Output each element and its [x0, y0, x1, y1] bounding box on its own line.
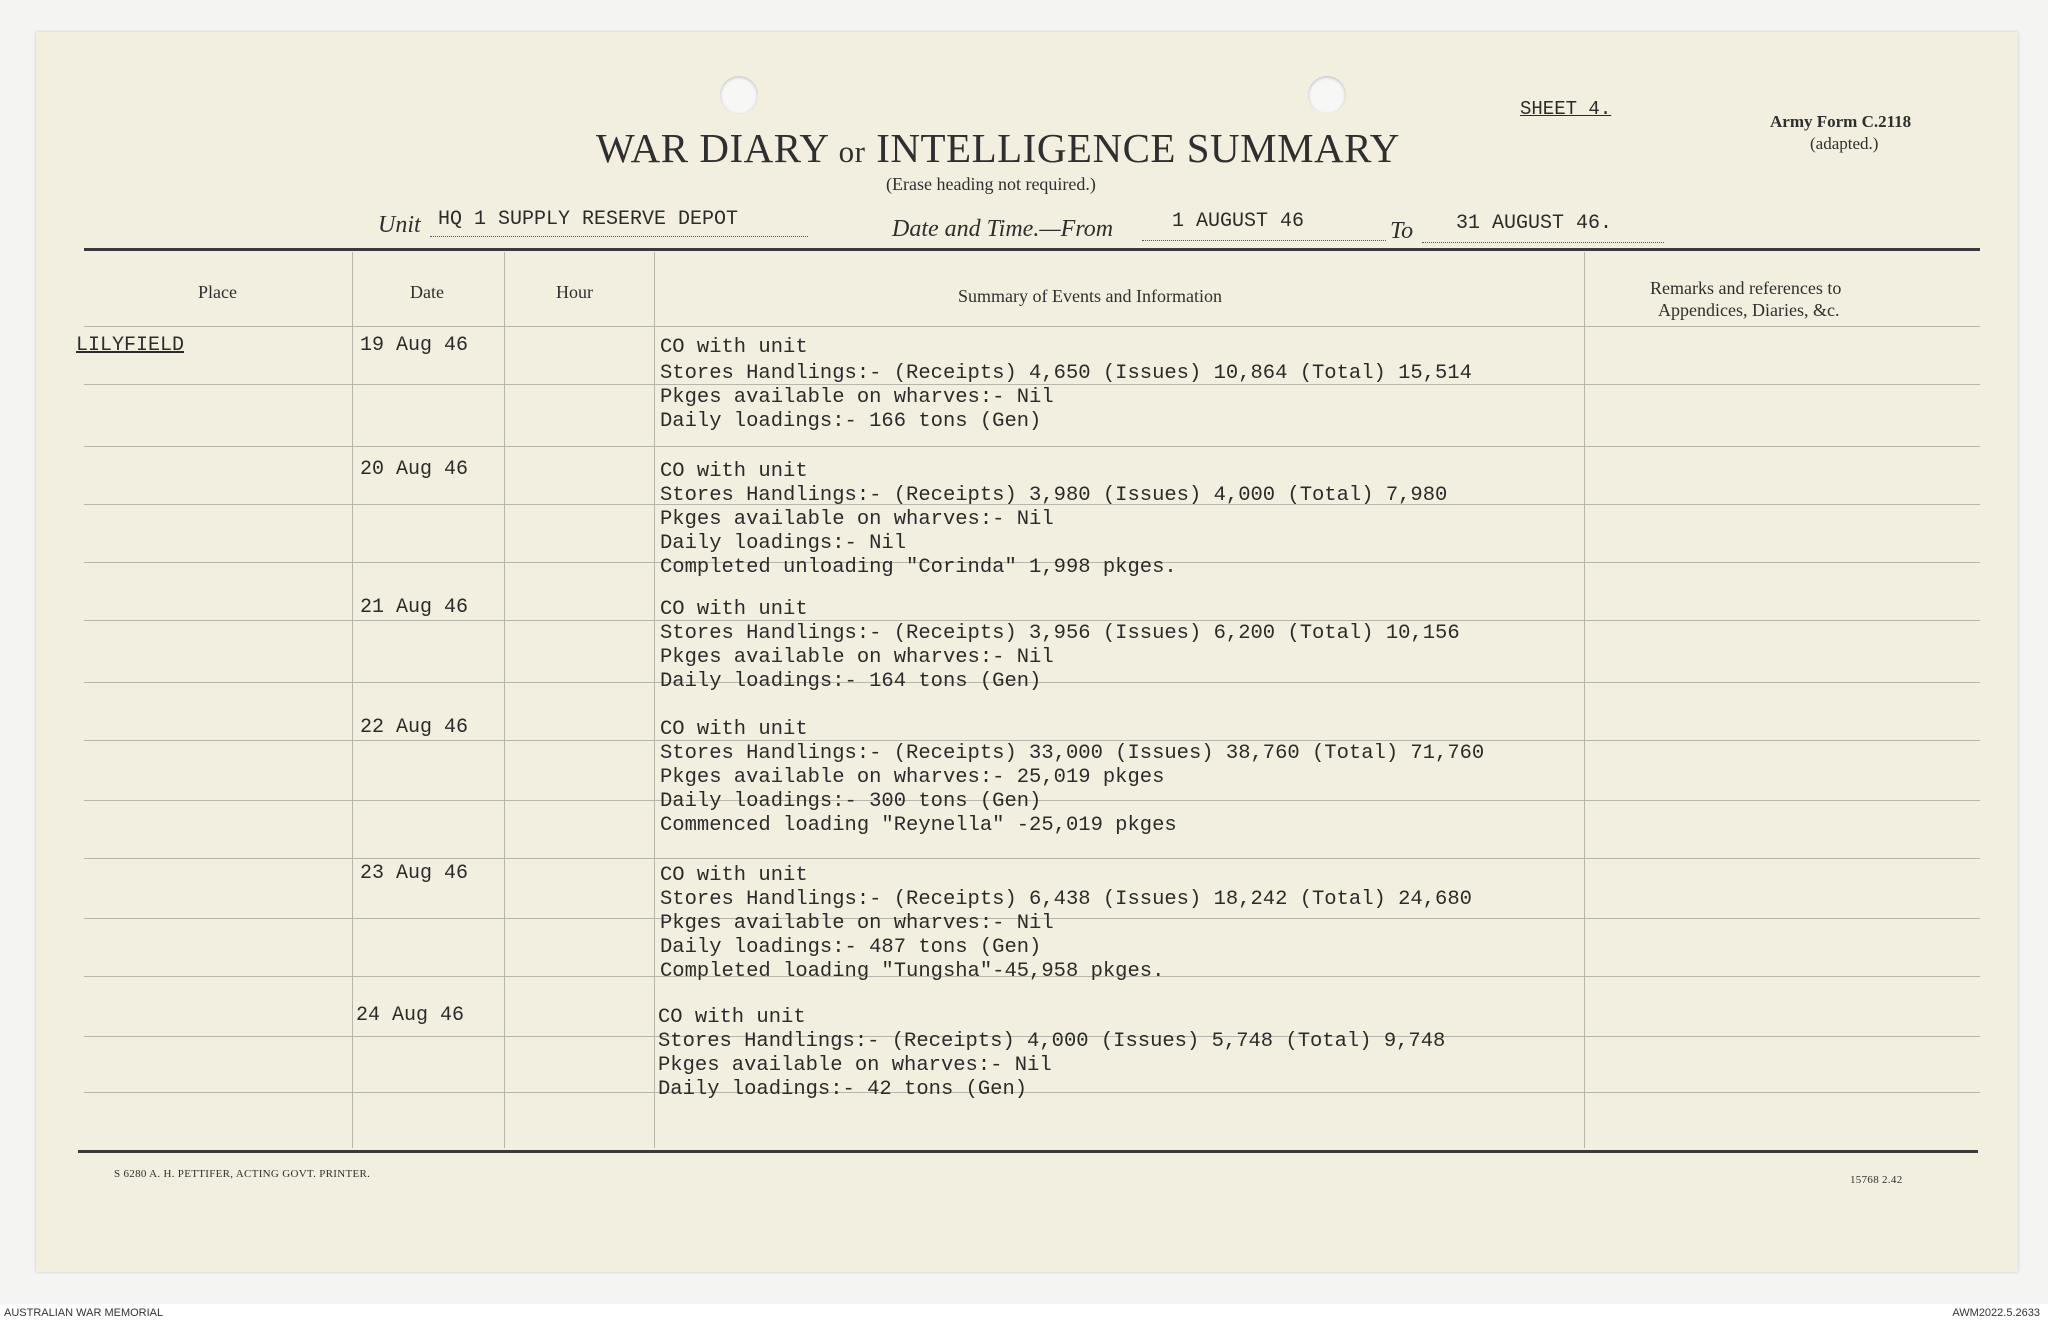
- place-entry: LILYFIELD: [76, 334, 185, 357]
- header-rule: [84, 248, 1980, 251]
- entry-line: Stores Handlings:- (Receipts) 33,000 (Issues) 38,760 (Total) 71,760: [660, 742, 1485, 765]
- entry-line: CO with unit: [660, 864, 808, 887]
- entry-line: Completed loading "Tungsha"-45,958 pkges.: [660, 960, 1165, 983]
- col-head-date: Date: [410, 282, 444, 302]
- unit-value: HQ 1 SUPPLY RESERVE DEPOT: [438, 208, 739, 231]
- entry-line: Commenced loading "Reynella" -25,019 pkges: [660, 814, 1177, 837]
- footer-rule: [78, 1150, 1978, 1153]
- entry-date: 24 Aug 46: [356, 1004, 465, 1027]
- entry-line: CO with unit: [660, 718, 808, 741]
- entry-line: Pkges available on wharves:- 25,019 pkges: [660, 766, 1165, 789]
- entry-line: Pkges available on wharves:- Nil: [660, 912, 1054, 935]
- entry-date: 20 Aug 46: [360, 458, 469, 481]
- archive-reference: AWM2022.5.2633: [1952, 1307, 2040, 1319]
- army-form-adapted: (adapted.): [1810, 134, 1879, 153]
- archive-strip: [0, 1304, 2048, 1322]
- col-head-summary: Summary of Events and Information: [958, 286, 1222, 306]
- entry-line: Stores Handlings:- (Receipts) 4,650 (Issues) 10,864 (Total) 15,514: [660, 362, 1472, 385]
- date-from-value: 1 AUGUST 46: [1172, 210, 1305, 233]
- entry-line: Daily loadings:- 300 tons (Gen): [660, 790, 1042, 813]
- sheet-number: SHEET 4.: [1520, 98, 1612, 120]
- entry-line: Pkges available on wharves:- Nil: [658, 1054, 1052, 1077]
- col-head-hour: Hour: [556, 282, 593, 302]
- erase-heading-note: (Erase heading not required.): [886, 174, 1096, 194]
- entry-line: Daily loadings:- 42 tons (Gen): [658, 1078, 1028, 1101]
- entry-date: 21 Aug 46: [360, 596, 469, 619]
- entry-line: Completed unloading "Corinda" 1,998 pkges.: [660, 556, 1177, 579]
- form-print-code: 15768 2.42: [1850, 1174, 1903, 1186]
- unit-label: Unit: [378, 212, 421, 238]
- entry-date: 19 Aug 46: [360, 334, 469, 357]
- col-head-place: Place: [198, 282, 237, 302]
- entry-line: Stores Handlings:- (Receipts) 3,980 (Issues) 4,000 (Total) 7,980: [660, 484, 1448, 507]
- entry-line: Daily loadings:- Nil: [660, 532, 907, 555]
- punch-hole-left: [720, 76, 758, 114]
- entry-line: Pkges available on wharves:- Nil: [660, 508, 1054, 531]
- title-or: or: [838, 134, 866, 169]
- title-intelligence-summary: INTELLIGENCE SUMMARY: [876, 125, 1400, 171]
- army-form-code: Army Form C.2118: [1770, 112, 1912, 131]
- entry-line: Daily loadings:- 487 tons (Gen): [660, 936, 1042, 959]
- entry-line: Stores Handlings:- (Receipts) 3,956 (Issues) 6,200 (Total) 10,156: [660, 622, 1460, 645]
- col-head-remarks-line2: Appendices, Diaries, &c.: [1658, 300, 1840, 320]
- entry-line: Daily loadings:- 166 tons (Gen): [660, 410, 1042, 433]
- entry-date: 22 Aug 46: [360, 716, 469, 739]
- entry-line: Pkges available on wharves:- Nil: [660, 646, 1054, 669]
- archive-institution: AUSTRALIAN WAR MEMORIAL: [4, 1307, 164, 1319]
- page-title: [596, 124, 1400, 172]
- entry-line: Stores Handlings:- (Receipts) 4,000 (Issues) 5,748 (Total) 9,748: [658, 1030, 1446, 1053]
- entry-line: CO with unit: [660, 336, 808, 359]
- entry-line: Pkges available on wharves:- Nil: [660, 386, 1054, 409]
- printer-imprint: S 6280 A. H. PETTIFER, ACTING GOVT. PRINTER.: [114, 1168, 371, 1180]
- entry-line: CO with unit: [658, 1006, 806, 1029]
- punch-hole-right: [1308, 76, 1346, 114]
- date-to-value: 31 AUGUST 46.: [1456, 212, 1613, 235]
- title-war-diary: WAR DIARY: [596, 125, 828, 171]
- entry-line: Stores Handlings:- (Receipts) 6,438 (Issues) 18,242 (Total) 24,680: [660, 888, 1472, 911]
- date-time-label: Date and Time.—From: [892, 216, 1114, 242]
- to-label: To: [1390, 218, 1414, 244]
- entry-line: CO with unit: [660, 460, 808, 483]
- entry-line: Daily loadings:- 164 tons (Gen): [660, 670, 1042, 693]
- war-diary-sheet: [36, 32, 2018, 1272]
- col-head-remarks-line1: Remarks and references to: [1650, 278, 1842, 298]
- entry-date: 23 Aug 46: [360, 862, 469, 885]
- entry-line: CO with unit: [660, 598, 808, 621]
